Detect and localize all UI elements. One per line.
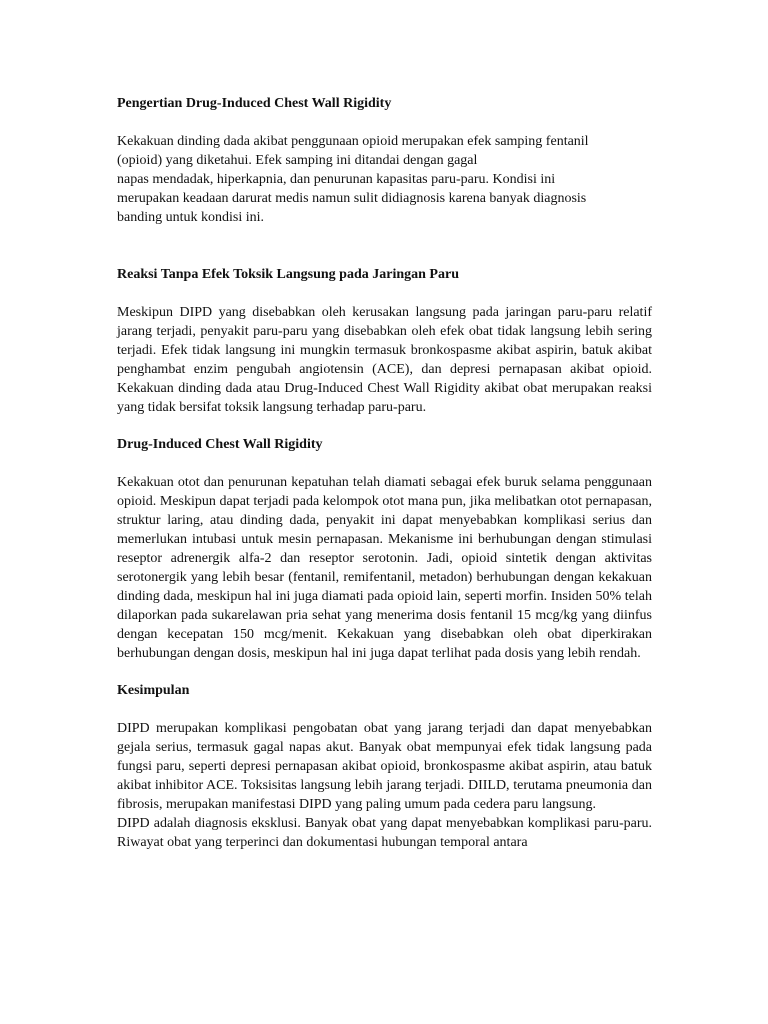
- section-heading-reaksi: Reaksi Tanpa Efek Toksik Langsung pada Jaringan Paru: [117, 267, 459, 282]
- section-heading-pengertian: Pengertian Drug-Induced Chest Wall Rigidity: [117, 96, 392, 111]
- spacer: [117, 417, 652, 435]
- spacer: [117, 454, 652, 473]
- paragraph-reaksi: Meskipun DIPD yang disebabkan oleh kerusakan langsung pada jaringan paru-paru relatif jarang terjadi, penyakit paru-paru yang disebabkan oleh efek obat tidak langsung lebih sering terjadi. Efek tidak langsung ini mungkin termasuk bronkospasme akibat aspirin, batuk akibat penghambat enzim pengubah angiotensin (ACE), dan depresi pernapasan akibat opioid. Kekakuan dinding dada atau Drug-Induced Chest Wall Rigidity akibat obat merupakan reaksi yang tidak bersifat toksik langsung terhadap paru-paru.: [117, 305, 652, 415]
- paragraph-kesimpulan-1: DIPD merupakan komplikasi pengobatan obat yang jarang terjadi dan dapat menyebabkan gejala serius, termasuk gagal napas akut. Banyak obat mempunyai efek tidak langsung pada fungsi paru, seperti depresi pernapasan akibat opioid, bronkospasme akibat aspirin, atau batuk akibat inhibitor ACE. Toksisitas langsung lebih jarang terjadi. DIILD, terutama pneumonia dan fibrosis, merupakan manifestasi DIPD yang paling umum pada cedera paru langsung.: [117, 721, 652, 812]
- spacer: [117, 700, 652, 719]
- spacer: [117, 227, 652, 265]
- paragraph-pengertian: [117, 132, 652, 227]
- paragraph-line: napas mendadak, hiperkapnia, dan penurunan kapasitas paru-paru. Kondisi ini: [117, 172, 556, 187]
- spacer: [117, 113, 652, 132]
- paragraph-kesimpulan-2: DIPD adalah diagnosis eksklusi. Banyak obat yang dapat menyebabkan komplikasi paru-paru. Riwayat obat yang terperinci dan dokumentasi hubungan temporal antara: [117, 816, 652, 850]
- section-heading-kesimpulan: Kesimpulan: [117, 683, 190, 698]
- paragraph-line: merupakan keadaan darurat medis namun sulit didiagnosis karena banyak diagnosis: [117, 191, 587, 206]
- paragraph-line: (opioid) yang diketahui. Efek samping ini ditandai dengan gagal: [117, 153, 478, 168]
- document-page: [117, 94, 652, 852]
- paragraph-drug-induced: Kekakuan otot dan penurunan kepatuhan telah diamati sebagai efek buruk selama penggunaan opioid. Meskipun dapat terjadi pada kelompok otot mana pun, jika melibatkan otot pernapasan, struktur laring, atau dinding dada, penyakit ini dapat menyebabkan komplikasi serius dan memerlukan intubasi untuk mesin pernapasan. Mekanisme ini berhubungan dengan stimulasi reseptor adrenergik alfa-2 dan reseptor serotonin. Jadi, opioid sintetik dengan aktivitas serotonergik yang lebih besar (fentanil, remifentanil, metadon) berhubungan dengan kekakuan dinding dada, meskipun hal ini juga diamati pada opioid lain, seperti morfin. Insiden 50% telah dilaporkan pada sukarelawan pria sehat yang menerima dosis fentanil 15 mcg/kg yang diinfus dengan kecepatan 150 mcg/menit. Kekakuan yang disebabkan oleh obat diperkirakan berhubungan dengan dosis, meskipun hal ini juga dapat terlihat pada dosis yang lebih rendah.: [117, 475, 652, 661]
- paragraph-line: banding untuk kondisi ini.: [117, 210, 264, 225]
- spacer: [117, 663, 652, 681]
- section-heading-drug-induced: Drug-Induced Chest Wall Rigidity: [117, 437, 323, 452]
- paragraph-line: Kekakuan dinding dada akibat penggunaan opioid merupakan efek samping fentanil: [117, 134, 589, 149]
- spacer: [117, 284, 652, 303]
